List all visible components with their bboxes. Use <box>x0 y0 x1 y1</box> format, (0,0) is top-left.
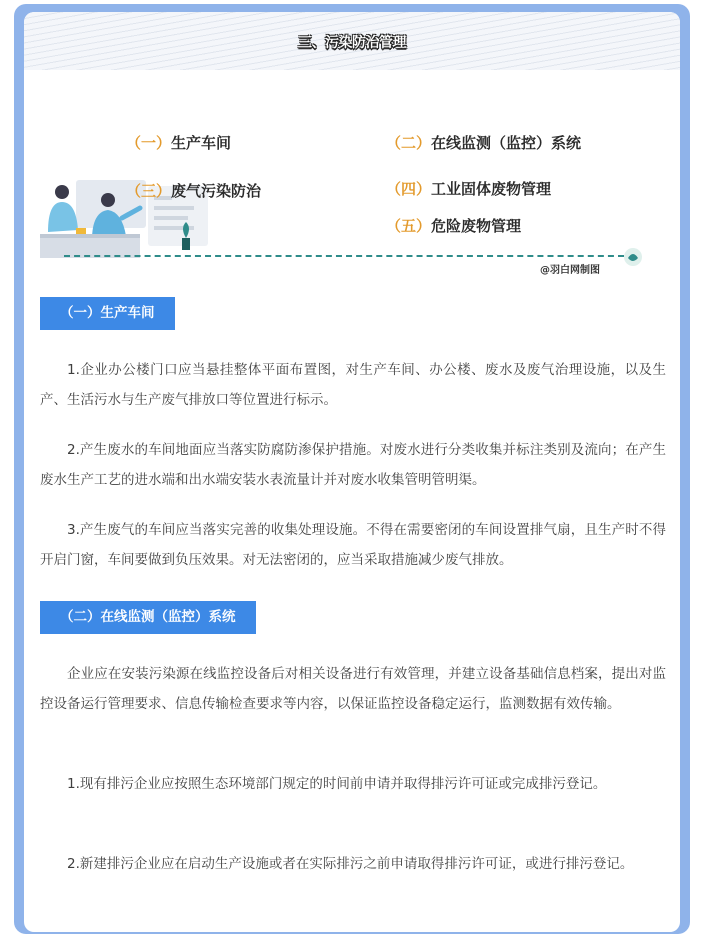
banner-credit: @羽白网制图 <box>540 265 600 276</box>
banner-item-2: （二）在线监测（监控）系统 <box>386 134 582 152</box>
paragraph: 2.产生废水的车间地面应当落实防腐防渗保护措施。对废水进行分类收集并标注类别及流向；在产生废水生产工艺的进水端和出水端安装水表流量计并对废水收集管明管明渠。 <box>40 442 666 488</box>
page-title: 三、污染防治管理 <box>298 35 406 51</box>
paragraph: 企业应在安装污染源在线监控设备后对相关设备进行有效管理，并建立设备基础信息档案，提出对监控设备运行管理要求、信息传输检查要求等内容，以保证监控设备稳定运行，监测数据有效传输。 <box>40 666 666 712</box>
paragraph: 3.产生废气的车间应当落实完善的收集处理设施。不得在需要密闭的车间设置排气扇，且生产时不得开启门窗，车间要做到负压效果。对无法密闭的，应当采取措施减少废气排放。 <box>40 522 666 568</box>
paragraph: 2.新建排污企业应在启动生产设施或者在实际排污之前申请取得排污许可证，或进行排污登记。 <box>67 856 634 872</box>
article-card <box>24 12 680 932</box>
banner-item-3: （三）废气污染防治 <box>126 182 262 200</box>
banner-end-icon <box>622 246 644 268</box>
paragraph: 1.现有排污企业应按照生态环境部门规定的时间前申请并取得排污许可证或完成排污登记。 <box>67 776 607 792</box>
section-tag-production: （一）生产车间 <box>40 297 175 330</box>
section-tag-monitoring: （二）在线监测（监控）系统 <box>40 601 256 634</box>
banner-item-4: （四）工业固体废物管理 <box>386 180 552 198</box>
banner-divider <box>64 255 624 257</box>
banner-item-1: （一）生产车间 <box>126 134 232 152</box>
banner-item-5: （五）危险废物管理 <box>386 217 522 235</box>
paragraph: 1.企业办公楼门口应当悬挂整体平面布置图，对生产车间、办公楼、废水及废气治理设施，以及生产、生活污水与生产废气排放口等位置进行标示。 <box>40 362 666 408</box>
